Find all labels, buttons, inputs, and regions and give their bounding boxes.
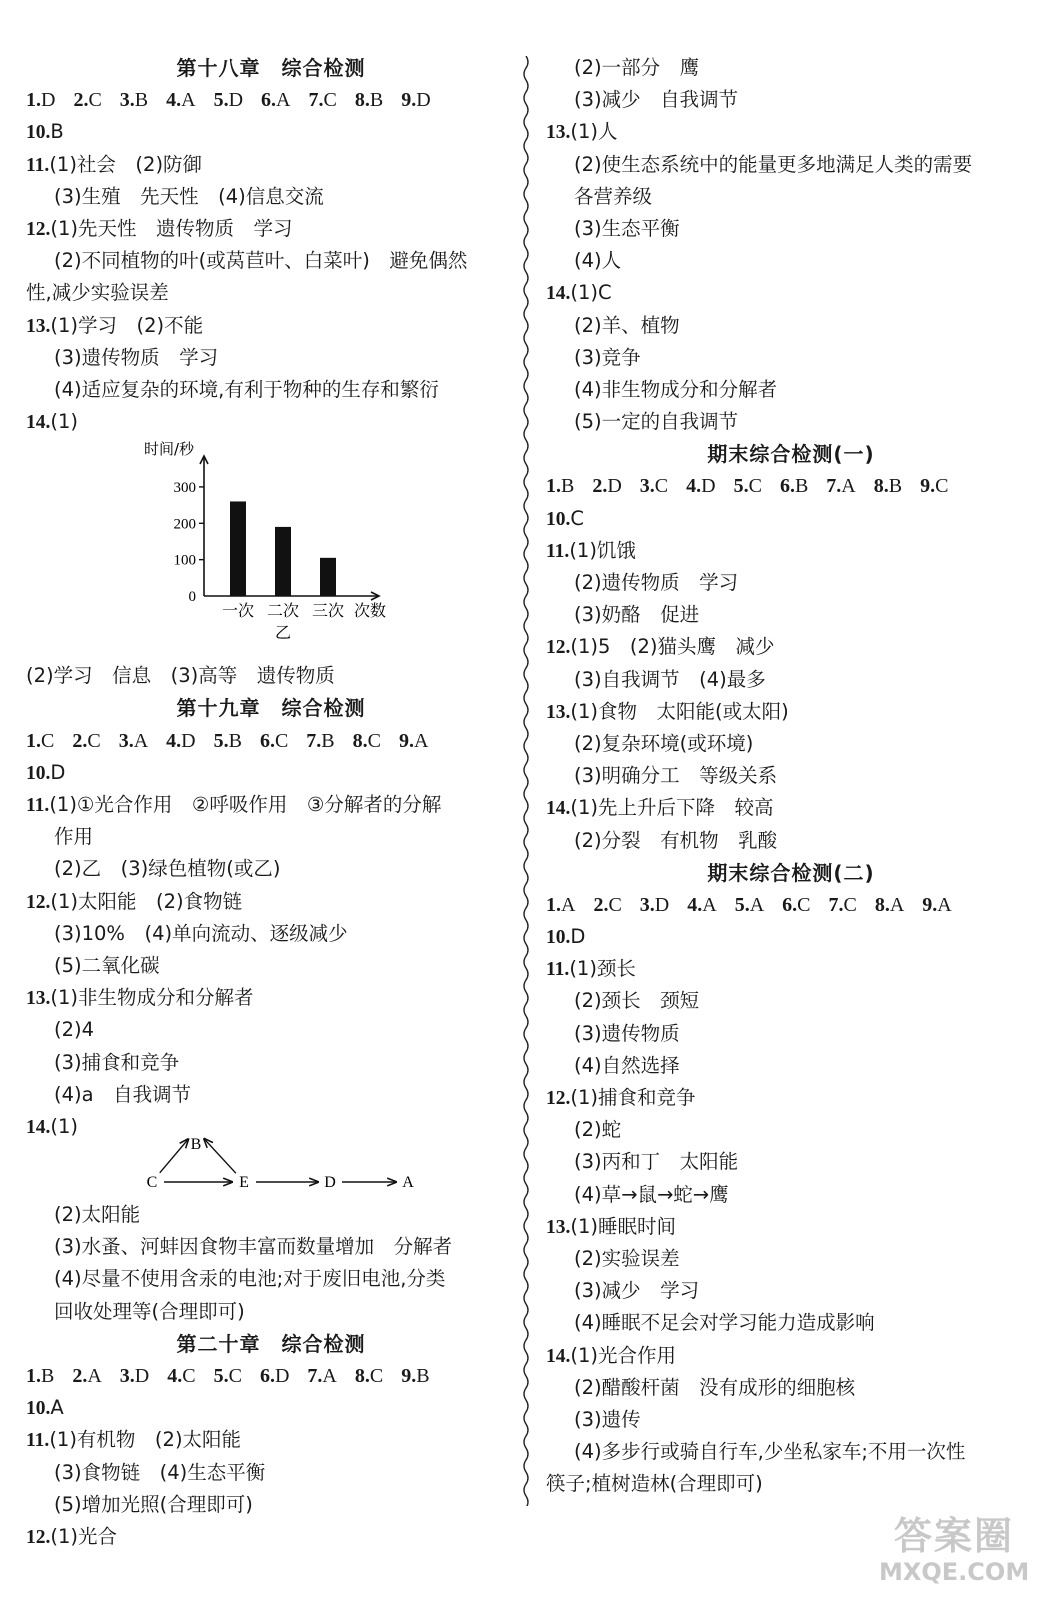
question-number: 9. [401, 89, 417, 112]
answer-item [120, 84, 148, 116]
answer-item [546, 470, 574, 502]
answer-item [355, 84, 383, 116]
multiple-choice-answers [546, 889, 1036, 921]
answer-line: 筷子;植树造林(合理即可) [546, 1472, 763, 1496]
question-number: 10. [546, 508, 571, 530]
question-line [546, 503, 1036, 535]
question-number: 7. [307, 1365, 323, 1387]
answer-letter: C [748, 475, 762, 498]
answer-text: (1)人 [570, 120, 618, 144]
answer-letter: A [181, 89, 196, 112]
answer-letter: B [369, 89, 384, 112]
answer-letter: A [702, 893, 717, 916]
multiple-choice-answers [26, 84, 516, 116]
answer-line: (4)睡眠不足会对学习能力造成影响 [574, 1311, 875, 1335]
answer-letter: B [228, 729, 242, 752]
answer-letter: B [794, 475, 809, 498]
section-title: 期末综合检测(一) [707, 442, 875, 467]
answer-item [735, 889, 764, 921]
question-number: 5. [733, 475, 749, 498]
answer-letter: C [323, 89, 337, 112]
answer-line: (4)a 自我调节 [54, 1082, 192, 1106]
answer-item [829, 889, 857, 921]
food-web-node: C [146, 1174, 158, 1192]
answer-item [260, 725, 288, 757]
answer-line: (3)食物链 (4)生态平衡 [54, 1460, 266, 1484]
answer-item [214, 84, 243, 116]
question-number: 13. [26, 988, 51, 1010]
multiple-choice-answers [26, 725, 516, 757]
answer-item [686, 470, 715, 502]
question-number: 11. [26, 1430, 50, 1452]
multiple-choice-answers [546, 470, 1036, 502]
answer-text: (1)睡眠时间 [570, 1214, 676, 1238]
answer-text: (1)捕食和竞争 [570, 1086, 696, 1109]
answer-line: (3)减少 学习 [574, 1279, 700, 1303]
question-number: 2. [593, 893, 609, 916]
answer-text: D [570, 925, 586, 949]
answer-letter: C [228, 1365, 242, 1387]
answer-letter: A [889, 893, 905, 916]
answer-item [401, 84, 430, 116]
answer-line: (2)分裂 有机物 乳酸 [574, 828, 778, 852]
question-number: 12. [546, 637, 571, 659]
answer-line: (3)竞争 [574, 345, 641, 369]
x-tick-label: 二次 [266, 601, 300, 621]
question-number: 1. [546, 475, 561, 498]
answer-line: (2)4 [54, 1018, 95, 1042]
answer-letter: A [561, 893, 576, 916]
answer-letter: B [321, 729, 335, 752]
answer-letter: D [41, 89, 56, 112]
answer-item [309, 84, 337, 116]
answer-letter: B [134, 89, 149, 112]
answer-text: (1)有机物 (2)太阳能 [49, 1428, 242, 1452]
question-line [546, 631, 1036, 663]
question-line [26, 1392, 516, 1424]
answer-letter: C [369, 1365, 384, 1387]
answer-text: (1)非生物成分和分解者 [50, 986, 254, 1010]
answer-item [920, 470, 948, 502]
question-number: 10. [26, 1398, 51, 1420]
answer-text: (1)光合 [50, 1524, 117, 1548]
y-tick-label: 100 [173, 552, 196, 569]
answer-letter: C [797, 893, 811, 916]
bar-chart [26, 438, 516, 660]
answer-letter: C [654, 475, 669, 498]
answer-text: (1)学习 (2)不能 [50, 313, 204, 337]
answer-line: 性,减少实验误差 [26, 281, 169, 305]
question-number: 5. [213, 729, 229, 752]
answer-item [875, 889, 904, 921]
question-line [26, 982, 516, 1014]
answer-item [399, 725, 428, 757]
answer-text: (1) [50, 1114, 78, 1138]
answer-line: (2)蛇 [574, 1118, 622, 1142]
answer-line: (2)羊、植物 [574, 313, 680, 337]
question-number: 13. [26, 315, 51, 337]
question-line [26, 886, 516, 918]
question-line [26, 310, 516, 342]
left-column [26, 52, 516, 1553]
answer-line: (5)二氧化碳 [54, 953, 160, 977]
answer-line: (2)乙 (3)绿色植物(或乙) [54, 857, 281, 881]
question-number: 10. [26, 762, 51, 784]
answer-text: A [50, 1396, 64, 1420]
answer-line: (4)草→鼠→蛇→鹰 [574, 1182, 729, 1206]
question-number: 13. [546, 122, 571, 144]
answer-item [72, 1360, 101, 1392]
answer-item [72, 725, 100, 757]
answer-letter: A [322, 1365, 337, 1387]
answer-item [260, 1360, 289, 1392]
question-number: 13. [546, 701, 571, 723]
answer-letter: A [937, 893, 952, 916]
question-number: 14. [546, 1345, 571, 1367]
question-line [546, 1340, 1036, 1372]
question-number: 10. [26, 122, 51, 144]
question-number: 6. [261, 89, 277, 112]
question-number: 1. [26, 89, 41, 112]
answer-letter: B [416, 1365, 430, 1387]
food-web-node: D [324, 1174, 336, 1192]
answer-item [261, 84, 290, 116]
answer-line: (3)水蚤、河蚌因食物丰富而数量增加 分解者 [54, 1235, 453, 1259]
question-number: 8. [354, 89, 370, 112]
answer-text: (1)社会 (2)防御 [49, 152, 203, 176]
answer-text: (1)颈长 [569, 957, 636, 981]
answer-item [546, 889, 575, 921]
answer-item [922, 889, 951, 921]
answer-letter: D [274, 1365, 290, 1387]
question-number: 8. [873, 475, 889, 498]
y-tick-label: 200 [173, 516, 196, 533]
answer-letter: A [133, 729, 149, 752]
answer-letter: D [654, 893, 670, 916]
question-number: 6. [259, 1365, 275, 1387]
question-number: 8. [352, 729, 368, 752]
answer-letter: C [274, 729, 289, 752]
question-number: 3. [639, 475, 655, 498]
answer-line: 作用 [54, 825, 94, 849]
question-line [546, 792, 1036, 824]
question-number: 1. [26, 729, 41, 752]
answer-line: (3)生态平衡 [574, 216, 680, 240]
bar [230, 502, 246, 597]
answer-line: (4)多步行或骑自行车,少坐私家车;不用一次性 [574, 1440, 966, 1464]
question-number: 6. [779, 475, 795, 498]
answer-line: (2)不同植物的叶(或莴苣叶、白菜叶) 避免偶然 [54, 249, 468, 273]
question-line [26, 149, 516, 181]
question-line [26, 1111, 516, 1143]
answer-letter: A [841, 475, 856, 498]
answer-line: (3)自我调节 (4)最多 [574, 667, 766, 691]
question-number: 9. [922, 893, 938, 916]
section-title: 第二十章 综合检测 [176, 1331, 366, 1356]
answer-letter: C [367, 729, 381, 752]
question-number: 3. [118, 729, 134, 752]
x-axis-label: 次数 [354, 601, 387, 621]
answer-line: (2)使生态系统中的能量更多地满足人类的需要 [574, 152, 973, 176]
section-title: 第十九章 综合检测 [176, 696, 366, 721]
answer-letter: D [228, 89, 244, 112]
question-number: 3. [639, 893, 655, 916]
food-web-arrow [160, 1139, 188, 1173]
answer-item [119, 725, 148, 757]
question-line [546, 696, 1036, 728]
answer-line: (3)遗传物质 学习 [54, 345, 219, 369]
answer-line: (4)非生物成分和分解者 [574, 377, 778, 401]
answer-text: C [570, 506, 584, 530]
bar [320, 558, 336, 596]
answer-line: 各营养级 [574, 184, 653, 208]
answer-letter: C [608, 893, 622, 916]
answer-line: (2)颈长 颈短 [574, 989, 700, 1013]
question-line [26, 116, 516, 148]
answer-letter: B [888, 475, 903, 498]
answer-text: (1) [50, 410, 78, 434]
answer-line: 回收处理等(合理即可) [54, 1299, 245, 1323]
question-number: 3. [119, 89, 135, 112]
answer-text: (1)食物 太阳能(或太阳) [570, 699, 789, 723]
answer-letter: A [413, 729, 429, 752]
question-line [26, 789, 516, 821]
answer-text: (1)光合作用 [570, 1343, 676, 1367]
question-number: 4. [687, 893, 703, 916]
question-number: 12. [26, 218, 51, 240]
bar-chart-svg [26, 438, 516, 660]
answer-item [73, 84, 101, 116]
bar [275, 527, 291, 596]
answer-item [355, 1360, 383, 1392]
answer-line: (2)遗传物质 学习 [574, 571, 739, 594]
answer-line: (2)实验误差 [574, 1246, 680, 1270]
answer-item [214, 1360, 242, 1392]
question-number: 14. [26, 1116, 51, 1138]
section-title: 期末综合检测(二) [707, 860, 875, 885]
answer-item [26, 725, 54, 757]
question-number: 11. [546, 959, 570, 981]
food-web-node: E [239, 1174, 249, 1192]
question-number: 8. [354, 1365, 370, 1387]
answer-item [167, 1360, 195, 1392]
answer-line: (3)10% (4)单向流动、逐级减少 [54, 921, 348, 945]
question-number: 11. [26, 154, 50, 176]
answer-line: (4)自然选择 [574, 1053, 680, 1077]
answer-letter: C [87, 729, 101, 752]
answer-item [120, 1360, 149, 1392]
question-number: 8. [874, 893, 890, 916]
answer-line: (3)丙和丁 太阳能 [574, 1150, 739, 1174]
answer-item [780, 470, 808, 502]
x-tick-label: 一次 [221, 601, 255, 621]
answer-item [306, 725, 334, 757]
question-number: 11. [546, 540, 570, 562]
answer-text: (1)①光合作用 ②呼吸作用 ③分解者的分解 [49, 793, 442, 816]
answer-letter: A [276, 89, 291, 112]
answer-text: (1)饥饿 [569, 538, 636, 562]
answer-letter: D [607, 475, 622, 498]
answer-letter: D [416, 89, 431, 112]
answer-line: (3)减少 自我调节 [574, 88, 739, 112]
section-title: 第十八章 综合检测 [176, 56, 366, 80]
answer-letter: C [88, 89, 102, 112]
question-number: 12. [546, 1088, 571, 1109]
food-web-node: A [402, 1174, 414, 1192]
answer-letter: B [41, 1365, 55, 1387]
answer-letter: A [87, 1365, 102, 1387]
answer-item [166, 725, 195, 757]
question-number: 13. [546, 1216, 571, 1238]
answer-line: (2)复杂环境(或环境) [574, 731, 754, 755]
answer-item [593, 889, 621, 921]
question-number: 2. [72, 729, 88, 752]
question-number: 4. [686, 475, 702, 498]
question-number: 9. [401, 1365, 417, 1387]
answer-line: (3)遗传 [574, 1407, 641, 1431]
question-number: 9. [920, 475, 936, 498]
y-tick-label: 0 [188, 589, 196, 606]
answer-item [640, 470, 668, 502]
food-web-node: B [190, 1136, 202, 1154]
question-number: 3. [119, 1365, 135, 1387]
answer-item [782, 889, 810, 921]
answer-item [353, 725, 381, 757]
y-axis-label: 时间/秒 [144, 440, 195, 459]
question-number: 1. [546, 893, 561, 916]
answer-item [307, 1360, 336, 1392]
answer-line: (4)人 [574, 249, 622, 273]
answer-letter: D [134, 1365, 150, 1387]
question-number: 4. [167, 1365, 183, 1387]
answer-line: (5)增加光照(合理即可) [54, 1492, 253, 1516]
question-number: 7. [306, 729, 322, 752]
food-web-svg [26, 1136, 516, 1199]
answer-text: B [50, 120, 64, 144]
answer-item [26, 1360, 54, 1392]
answer-item [166, 84, 195, 116]
watermark-logo [879, 1514, 1029, 1590]
question-number: 5. [213, 1365, 229, 1387]
answer-item [826, 470, 855, 502]
question-number: 2. [72, 1365, 88, 1387]
answer-letter: B [561, 475, 575, 498]
multiple-choice-answers [26, 1360, 516, 1392]
answer-item [734, 470, 762, 502]
watermark-cn: 答案圈 [893, 1514, 1014, 1558]
answer-line: (2)太阳能 [54, 1203, 141, 1227]
answer-line: (5)一定的自我调节 [574, 410, 739, 434]
question-line [546, 535, 1036, 567]
question-number: 2. [73, 89, 89, 112]
answer-item [214, 725, 242, 757]
answer-line: (2)学习 信息 (3)高等 遗传物质 [26, 664, 335, 688]
answer-line: (3)遗传物质 [574, 1021, 680, 1045]
question-line [546, 116, 1036, 148]
answer-letter: C [935, 475, 949, 498]
question-line [546, 1211, 1036, 1243]
answer-text: (1)5 (2)猫头鹰 减少 [570, 635, 775, 659]
answer-letter: C [41, 729, 55, 752]
question-number: 5. [734, 893, 750, 916]
answer-text: (1)太阳能 (2)食物链 [50, 889, 243, 913]
question-line [26, 1521, 516, 1553]
question-line [546, 1082, 1036, 1114]
food-web-diagram [26, 1136, 516, 1199]
question-number: 2. [592, 475, 608, 498]
answer-item [640, 889, 669, 921]
answer-letter: D [701, 475, 716, 498]
answer-line: (3)明确分工 等级关系 [574, 764, 778, 788]
right-column [546, 52, 1036, 1500]
question-number: 11. [26, 795, 50, 816]
y-tick-label: 300 [173, 480, 196, 497]
question-number: 6. [259, 729, 275, 752]
answer-line: (4)适应复杂的环境,有利于物种的生存和繁衍 [54, 377, 439, 401]
question-number: 5. [213, 89, 229, 112]
question-number: 12. [26, 891, 51, 913]
question-number: 1. [26, 1365, 41, 1387]
question-number: 7. [826, 475, 842, 498]
question-number: 6. [782, 893, 798, 916]
question-number: 4. [166, 89, 182, 112]
question-line [26, 1424, 516, 1456]
question-number: 12. [26, 1526, 51, 1548]
question-line [546, 953, 1036, 985]
answer-item [401, 1360, 429, 1392]
question-line [546, 277, 1036, 309]
question-line [26, 213, 516, 245]
answer-item [687, 889, 716, 921]
column-divider [516, 56, 536, 1506]
question-number: 14. [546, 283, 571, 305]
answer-letter: C [843, 893, 857, 916]
question-line [546, 921, 1036, 953]
food-web-arrow [204, 1139, 236, 1173]
watermark-en: MXQE.COM [879, 1558, 1030, 1586]
question-number: 7. [308, 89, 324, 112]
question-number: 4. [166, 729, 182, 752]
answer-letter: C [182, 1365, 196, 1387]
answer-letter: A [749, 893, 765, 916]
answer-line: (2)一部分 鹰 [574, 56, 700, 79]
question-number: 9. [398, 729, 414, 752]
answer-text: (1)先天性 遗传物质 学习 [50, 216, 293, 240]
answer-text: (1)C [570, 281, 612, 305]
answer-line: (3)奶酪 促进 [574, 603, 700, 627]
answer-line: (2)醋酸杆菌 没有成形的细胞核 [574, 1375, 856, 1399]
answer-line: (4)尽量不使用含汞的电池;对于废旧电池,分类 [54, 1267, 446, 1291]
question-line [26, 406, 516, 438]
answer-text: D [50, 760, 66, 784]
answer-item [26, 84, 55, 116]
question-number: 10. [546, 927, 571, 949]
question-line [26, 757, 516, 789]
answer-line: (3)捕食和竞争 [54, 1050, 180, 1074]
question-number: 14. [546, 798, 571, 820]
answer-item [874, 470, 902, 502]
answer-letter: D [181, 729, 196, 752]
answer-line: (3)生殖 先天性 (4)信息交流 [54, 184, 324, 208]
x-tick-label: 三次 [311, 601, 345, 621]
chart-caption: 乙 [274, 623, 292, 643]
answer-item [592, 470, 621, 502]
question-number: 7. [828, 893, 844, 916]
answer-text: (1)先上升后下降 较高 [570, 796, 774, 820]
question-number: 14. [26, 412, 51, 434]
